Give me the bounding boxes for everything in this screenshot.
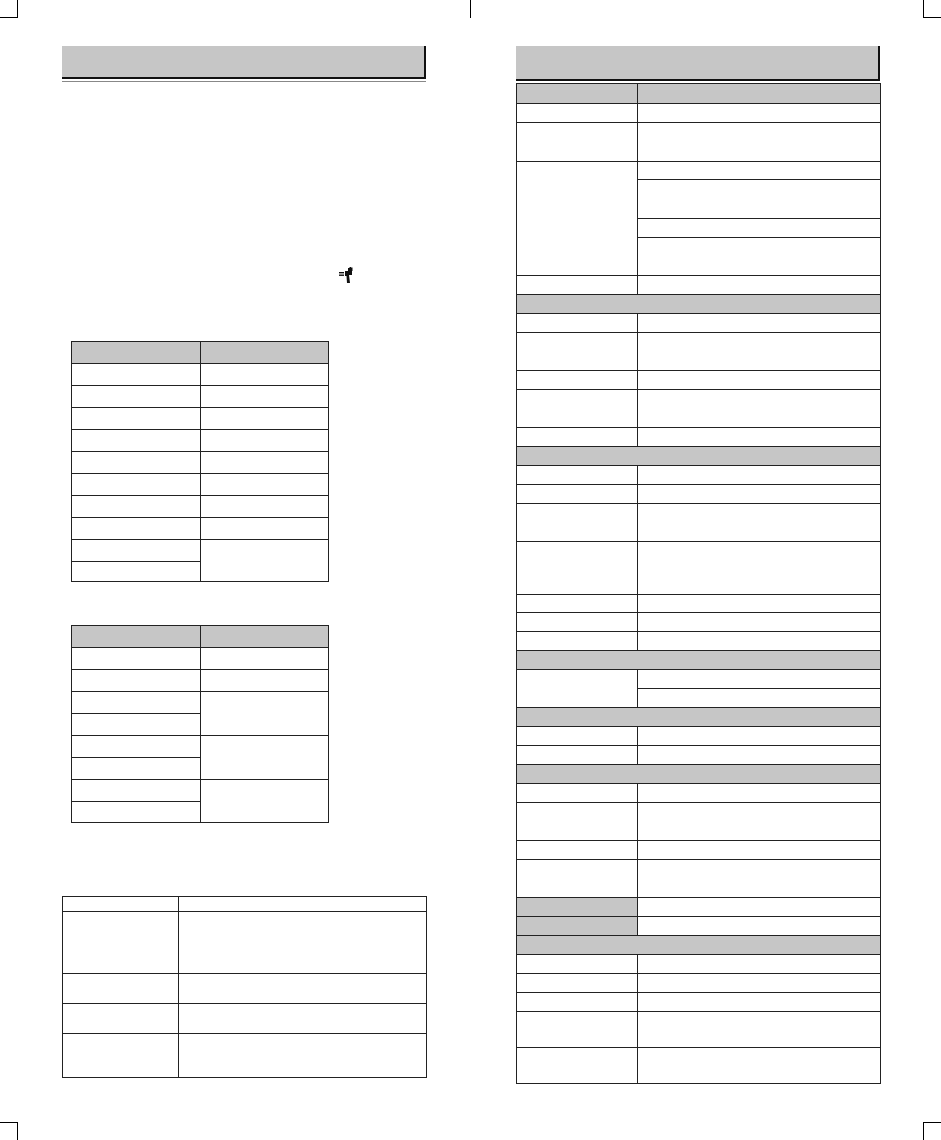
- spec-row-line: [517, 916, 880, 917]
- spec-row-line: [517, 1011, 880, 1012]
- table-a-row-line: [72, 385, 328, 386]
- spec-row-line-partial: [637, 237, 880, 238]
- spec-row-line: [517, 840, 880, 841]
- table-b-row-line: [72, 647, 328, 648]
- table-b-row-line: [72, 669, 328, 670]
- spec-row-line: [517, 465, 880, 466]
- table-b: [71, 625, 329, 823]
- spec-row-line: [517, 897, 880, 898]
- table-a-row-line: [72, 429, 328, 430]
- table-b-row-line: [72, 779, 328, 780]
- table-b-row-line-partial: [72, 713, 200, 714]
- spec-row-line: [517, 427, 880, 428]
- table-c-row-line: [63, 1033, 426, 1034]
- table-b-row-line-partial: [72, 757, 200, 758]
- left-banner-underline: [62, 81, 426, 82]
- spray-gun-icon: [337, 266, 357, 286]
- left-section-banner: [62, 46, 426, 79]
- table-a-row-line: [72, 539, 328, 540]
- table-a-row-line: [72, 451, 328, 452]
- spec-row-line: [517, 389, 880, 390]
- spec-row-line: [517, 650, 880, 651]
- spec-section-header: [517, 294, 880, 313]
- table-b-row-line: [72, 735, 328, 736]
- table-a-col-divider: [200, 342, 201, 581]
- crop-mark-bottom-right-h: [923, 1122, 941, 1123]
- spec-row-line: [517, 484, 880, 485]
- table-a-row-line: [72, 473, 328, 474]
- spec-col-divider: [637, 465, 638, 650]
- spec-row-line: [517, 612, 880, 613]
- crop-mark-bottom-left-h: [0, 1122, 18, 1123]
- spec-row-line: [517, 332, 880, 333]
- crop-mark-top-center-v: [470, 0, 471, 18]
- spec-row-line: [517, 973, 880, 974]
- spec-row-line: [517, 726, 880, 727]
- spec-section-header: [517, 764, 880, 783]
- spec-row-line: [517, 313, 880, 314]
- spec-row-line: [517, 992, 880, 993]
- spec-row-line-partial: [637, 218, 880, 219]
- spec-section-header: [517, 935, 880, 954]
- spec-row-line: [517, 764, 880, 765]
- spec-row-line: [517, 103, 880, 104]
- spec-row-line: [517, 935, 880, 936]
- spec-row-line: [517, 802, 880, 803]
- spec-row-line: [517, 446, 880, 447]
- crop-mark-bottom-right-v: [923, 1122, 924, 1140]
- spec-row-line: [517, 669, 880, 670]
- spec-col-divider: [637, 84, 638, 294]
- spec-row-line: [517, 594, 880, 595]
- spec-row-line: [517, 294, 880, 295]
- spec-section-header: [517, 446, 880, 465]
- table-c-row-line: [63, 1003, 426, 1004]
- spec-row-line: [517, 783, 880, 784]
- spec-row-line: [517, 631, 880, 632]
- crop-mark-top-right-v: [923, 0, 924, 18]
- spec-row-line-partial: [637, 179, 880, 180]
- right-section-banner: [516, 46, 880, 81]
- spec-shaded-label-cell: [517, 916, 637, 935]
- spec-row-line: [517, 161, 880, 162]
- table-c: [62, 896, 427, 1078]
- table-a-row-line: [72, 517, 328, 518]
- table-b-col-divider: [200, 626, 201, 822]
- spec-row-line: [517, 541, 880, 542]
- spec-row-line: [517, 370, 880, 371]
- crop-mark-top-left-v: [17, 0, 18, 18]
- table-c-col-divider: [178, 897, 179, 1077]
- spec-table-header-row: [517, 84, 880, 103]
- table-a-row-line: [72, 407, 328, 408]
- spec-row-line: [517, 745, 880, 746]
- spec-section-header: [517, 707, 880, 726]
- table-a: [71, 341, 329, 582]
- crop-mark-bottom-left-v: [17, 1122, 18, 1140]
- spec-row-line: [517, 122, 880, 123]
- spec-row-line: [517, 275, 880, 276]
- spec-table: [516, 83, 881, 1084]
- table-a-row-line: [72, 363, 328, 364]
- spec-row-line: [517, 707, 880, 708]
- table-c-row-line: [63, 973, 426, 974]
- table-a-row-line: [72, 495, 328, 496]
- spec-row-line: [517, 859, 880, 860]
- spec-row-line: [517, 1047, 880, 1048]
- table-a-row-line-partial: [72, 561, 200, 562]
- spec-row-line: [517, 503, 880, 504]
- spec-section-header: [517, 650, 880, 669]
- spec-row-line-partial: [637, 688, 880, 689]
- spec-row-line: [517, 954, 880, 955]
- table-c-row-line: [63, 911, 426, 912]
- crop-mark-top-right-h: [923, 17, 941, 18]
- table-b-row-line-partial: [72, 801, 200, 802]
- table-b-row-line: [72, 691, 328, 692]
- spec-shaded-label-cell: [517, 897, 637, 916]
- crop-mark-top-left-h: [0, 17, 18, 18]
